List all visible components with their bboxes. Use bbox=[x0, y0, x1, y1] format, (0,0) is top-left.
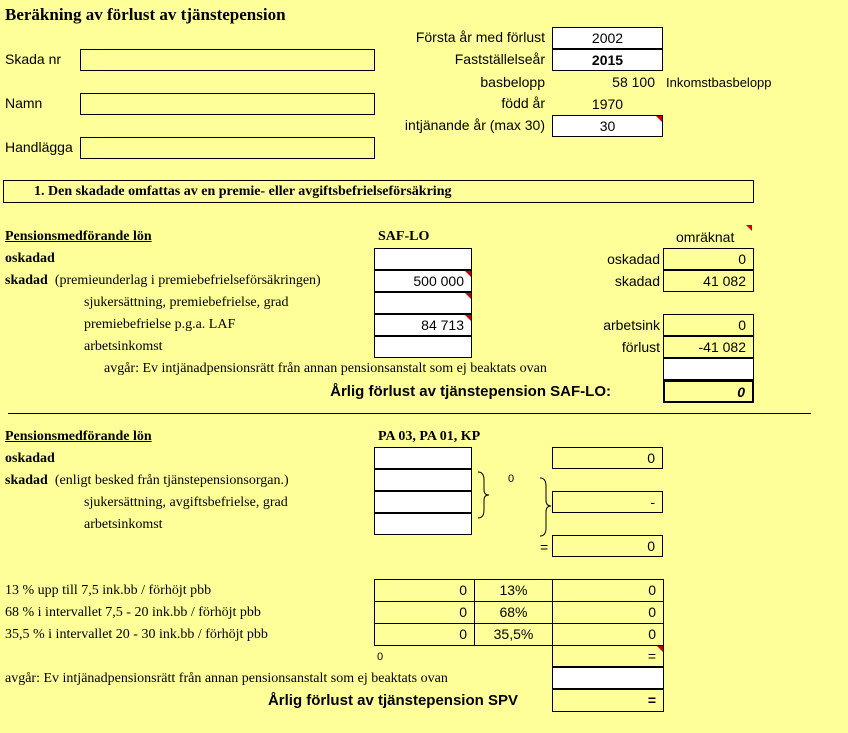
saf-r-skadad-value: 41 082 bbox=[663, 270, 754, 292]
handlaggare-label: Handlägga bbox=[5, 139, 73, 155]
saf-sjuk-label: sjukersättning, premiebefrielse, grad bbox=[84, 295, 289, 310]
pa-tier2-base: 0 bbox=[374, 601, 475, 624]
pa-col-heading: PA 03, PA 01, KP bbox=[378, 429, 481, 444]
fodd-ar-value: 1970 bbox=[591, 96, 624, 112]
comment-marker-icon bbox=[465, 315, 471, 321]
forsta-ar-label: Första år med förlust bbox=[415, 29, 545, 45]
saf-r-forlust-value: -41 082 bbox=[663, 336, 754, 358]
pa-avgar-label: avgår: Ev intjänadpensionsrätt från annan pensionsanstalt som ej beaktats ovan bbox=[5, 671, 448, 686]
pa-skadad-label: skadad bbox=[5, 473, 48, 488]
saf-total-value: 0 bbox=[663, 380, 754, 403]
saf-skadad-row bbox=[5, 273, 373, 289]
skada-nr-label: Skada nr bbox=[5, 51, 62, 67]
intjanande-value: 30 bbox=[599, 118, 616, 134]
fodd-ar-label: född år bbox=[501, 95, 545, 111]
pa-tier2-label: 68 % i intervallet 7,5 - 20 ink.bb / förhöjt pbb bbox=[5, 605, 261, 620]
saf-arbetsinkomst-label: arbetsinkomst bbox=[84, 339, 163, 354]
skada-nr-input[interactable] bbox=[80, 49, 375, 71]
saf-r-forlust-label: förlust bbox=[621, 339, 660, 355]
pa-tier-below-left: 0 bbox=[377, 651, 384, 663]
saf-r-skadad-label: skadad bbox=[614, 273, 660, 289]
pa-tier1-result: 0 bbox=[552, 579, 664, 602]
pa-brace-value: 0 bbox=[508, 473, 515, 485]
comment-marker-icon bbox=[656, 116, 662, 122]
pa-arbetsinkomst-label: arbetsinkomst bbox=[84, 517, 163, 532]
saf-skadad-desc: (premieunderlag i premiebefrielseförsäkringen) bbox=[54, 273, 321, 288]
saf-premiebef-value: 84 713 bbox=[421, 317, 464, 333]
pa-eq-sign: = bbox=[540, 539, 549, 555]
comment-marker-icon bbox=[465, 271, 471, 277]
saf-oskadad-input[interactable] bbox=[374, 248, 472, 270]
pa-tier3-pct: 35,5% bbox=[474, 623, 553, 646]
pa-tier3-result: 0 bbox=[552, 623, 664, 646]
faststallelsear-input[interactable]: 2015 bbox=[552, 49, 663, 71]
comment-marker-icon bbox=[657, 646, 663, 652]
pa-tier1-pct: 13% bbox=[474, 579, 553, 602]
pa-total-label: Årlig förlust av tjänstepension SPV bbox=[267, 692, 518, 709]
pa-r-oskadad-value: 0 bbox=[552, 447, 663, 469]
pa-total-value: = bbox=[552, 689, 664, 712]
basbelopp-label: basbelopp bbox=[480, 74, 545, 90]
pa-tier3-base: 0 bbox=[374, 623, 475, 646]
saf-heading: Pensionsmedförande lön bbox=[5, 229, 152, 244]
forsta-ar-input[interactable]: 2002 bbox=[552, 27, 663, 49]
pa-r-mid-value: - bbox=[552, 491, 663, 513]
saf-skadad-input[interactable] bbox=[374, 270, 472, 292]
pa-skadad-desc: (enligt besked från tjänstepensionsorgan.) bbox=[54, 473, 289, 488]
pa-tier-sum-value: = bbox=[647, 648, 656, 664]
namn-label: Namn bbox=[5, 95, 43, 111]
comment-marker-icon bbox=[465, 293, 471, 299]
pa-r-sum-value: 0 bbox=[552, 535, 663, 557]
section-divider bbox=[8, 413, 811, 414]
pa-skadad-input[interactable] bbox=[374, 469, 472, 491]
pa-tier1-label: 13 % upp till 7,5 ink.bb / förhöjt pbb bbox=[5, 583, 212, 598]
namn-input[interactable] bbox=[80, 93, 375, 115]
pa-sjuk-label: sjukersättning, avgiftsbefrielse, grad bbox=[84, 495, 288, 510]
section1-header: 1. Den skadade omfattas av en premie- eller avgiftsbefrielseförsäkring bbox=[3, 180, 754, 203]
pa-tier3-label: 35,5 % i intervallet 20 - 30 ink.bb / förhöjt pbb bbox=[5, 627, 268, 642]
pa-arbetsinkomst-input[interactable] bbox=[374, 513, 472, 535]
pa-sjuk-input[interactable] bbox=[374, 491, 472, 513]
intjanande-label: intjänande år (max 30) bbox=[404, 117, 545, 133]
intjanande-input[interactable] bbox=[552, 115, 663, 137]
saf-r-oskadad-label: oskadad bbox=[607, 251, 660, 267]
saf-arbetsinkomst-input[interactable] bbox=[374, 336, 472, 358]
pa-tier2-pct: 68% bbox=[474, 601, 553, 624]
pa-tier2-result: 0 bbox=[552, 601, 664, 624]
saf-avgar-input[interactable] bbox=[663, 358, 754, 380]
pa-avgar-input[interactable] bbox=[552, 667, 664, 689]
pa-oskadad-label: oskadad bbox=[5, 451, 55, 466]
saf-oskadad-label: oskadad bbox=[5, 251, 55, 266]
saf-sjuk-input[interactable] bbox=[374, 292, 472, 314]
pa-heading: Pensionsmedförande lön bbox=[5, 429, 152, 444]
pa-oskadad-input[interactable] bbox=[374, 447, 472, 469]
brace-right-icon bbox=[474, 470, 494, 520]
basbelopp-note: Inkomstbasbelopp bbox=[666, 75, 772, 90]
saf-premiebef-input[interactable] bbox=[374, 314, 472, 336]
basbelopp-value: 58 100 bbox=[612, 74, 655, 90]
saf-skadad-label: skadad bbox=[5, 273, 48, 288]
handlaggare-input[interactable] bbox=[80, 137, 375, 159]
omraknat-comment-icon bbox=[746, 225, 752, 231]
pa-tier-sum bbox=[552, 645, 664, 667]
saf-r-arbetsink-label: arbetsink bbox=[603, 317, 660, 333]
page-title: Beräkning av förlust av tjänstepension bbox=[5, 5, 286, 24]
saf-avgar-label: avgår: Ev intjänadpensionsrätt från annan pensionsanstalt som ej beaktats ovan bbox=[104, 361, 547, 376]
omraknat-label: omräknat bbox=[676, 229, 735, 245]
saf-skadad-value: 500 000 bbox=[413, 273, 464, 289]
pa-tier1-base: 0 bbox=[374, 579, 475, 602]
saf-r-arbetsink-value: 0 bbox=[663, 314, 754, 336]
saf-total-label: Årlig förlust av tjänstepension SAF-LO: bbox=[330, 383, 611, 400]
saf-col-heading: SAF-LO bbox=[378, 229, 430, 244]
pa-skadad-row bbox=[5, 473, 289, 489]
saf-r-oskadad-value: 0 bbox=[663, 248, 754, 270]
faststallelsear-label: Fastställelseår bbox=[454, 51, 545, 67]
saf-premiebef-label: premiebefrielse p.g.a. LAF bbox=[84, 317, 236, 332]
